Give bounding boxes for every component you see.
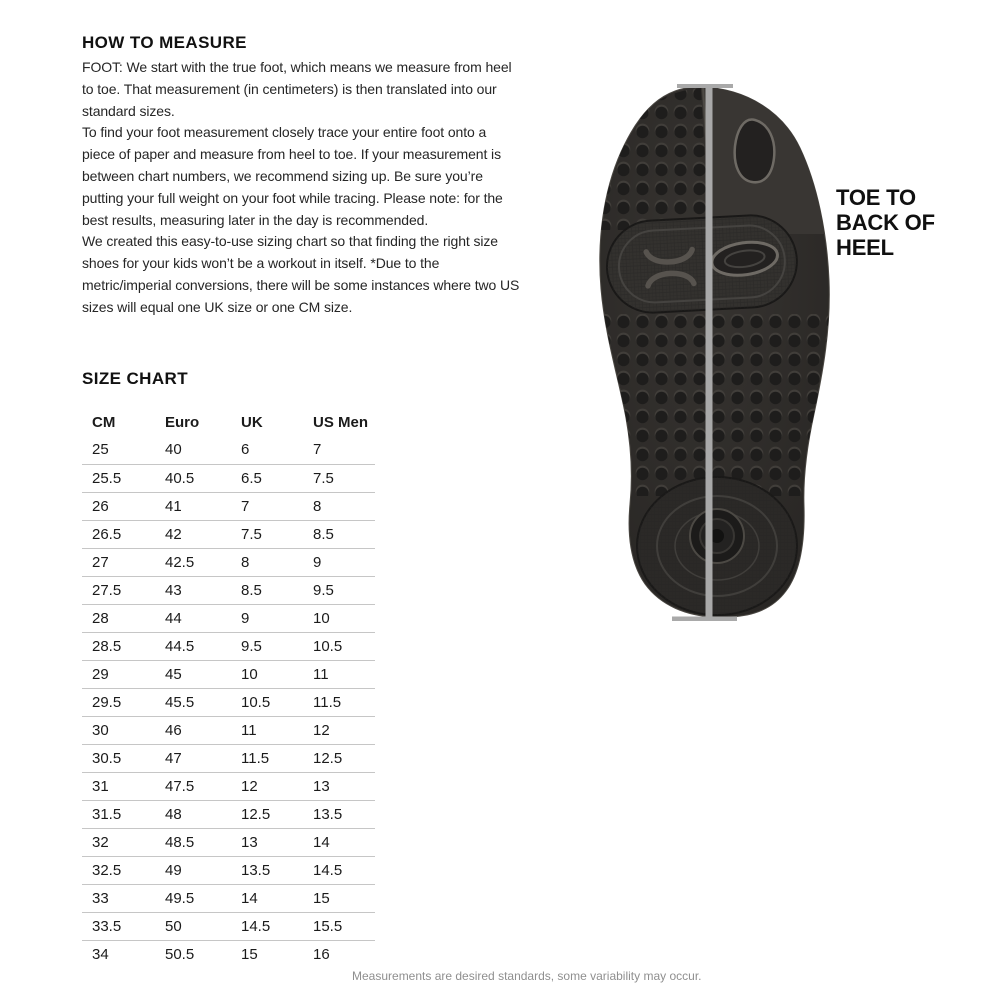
table-row (82, 912, 375, 940)
table-cell: 16 (313, 945, 330, 963)
table-header-row (82, 408, 375, 436)
table-cell: 31.5 (92, 805, 122, 823)
table-cell: 14 (241, 889, 258, 907)
table-cell: 32 (92, 833, 109, 851)
table-row (82, 856, 375, 884)
table-cell: 14.5 (241, 917, 271, 935)
how-to-measure-title: HOW TO MEASURE (82, 33, 247, 53)
table-cell: 12 (241, 777, 258, 795)
table-row (82, 716, 375, 744)
table-row (82, 688, 375, 716)
table-cell: 8.5 (241, 581, 262, 599)
table-cell: 15.5 (313, 917, 343, 935)
table-row (82, 940, 375, 968)
table-cell: 10.5 (313, 637, 343, 655)
table-cell: 11 (313, 665, 329, 683)
table-cell: 25.5 (92, 469, 122, 487)
toe-to-heel-label-line: BACK OF (836, 210, 935, 235)
table-cell: 12.5 (241, 805, 271, 823)
column-header-euro: Euro (165, 413, 200, 431)
table-row (82, 744, 375, 772)
table-row (82, 464, 375, 492)
table-cell: 42 (165, 525, 182, 543)
table-cell: 26.5 (92, 525, 122, 543)
table-cell: 28 (92, 609, 109, 627)
table-cell: 27.5 (92, 581, 122, 599)
table-row (82, 520, 375, 548)
table-cell: 42.5 (165, 553, 195, 571)
table-cell: 6 (241, 441, 250, 459)
table-row (82, 800, 375, 828)
table-row (82, 828, 375, 856)
table-cell: 8.5 (313, 525, 334, 543)
table-cell: 8 (313, 497, 322, 515)
table-cell: 12 (313, 721, 330, 739)
table-cell: 49 (165, 861, 182, 879)
table-row (82, 576, 375, 604)
table-cell: 7.5 (241, 525, 262, 543)
heel-pod (637, 477, 797, 615)
table-cell: 12.5 (313, 749, 343, 767)
table-cell: 8 (241, 553, 250, 571)
table-cell: 14.5 (313, 861, 343, 879)
table-cell: 9 (241, 609, 250, 627)
table-cell: 40 (165, 441, 182, 459)
table-cell: 29.5 (92, 693, 122, 711)
table-cell: 26 (92, 497, 109, 515)
table-cell: 25 (92, 441, 109, 459)
table-cell: 45 (165, 665, 182, 683)
table-cell: 13.5 (313, 805, 343, 823)
table-cell: 40.5 (165, 469, 195, 487)
table-cell: 44.5 (165, 637, 195, 655)
table-cell: 10.5 (241, 693, 271, 711)
paragraph-foot: FOOT: We start with the true foot, which means we measure from heel to toe. That measurement (in centimeters) is then translated into our standard sizes. (82, 59, 512, 119)
paragraph-chart-note: We created this easy-to-use sizing chart so that finding the right size shoes for your kids won’t be a workout in itself. *Due to the metric/imperial conversions, there will be some instances where two US sizes will equal one UK size or one CM size. (82, 233, 520, 315)
size-chart-table (82, 408, 375, 968)
column-header-uk: UK (241, 413, 263, 431)
table-cell: 33.5 (92, 917, 122, 935)
table-cell: 33 (92, 889, 109, 907)
toe-dots-texture (601, 88, 709, 230)
table-cell: 32.5 (92, 861, 122, 879)
table-row (82, 632, 375, 660)
table-cell: 14 (313, 833, 330, 851)
table-cell: 43 (165, 581, 182, 599)
column-header-cm: CM (92, 413, 116, 431)
table-cell: 15 (241, 945, 258, 963)
table-cell: 13 (241, 833, 258, 851)
measurement-line-bar (706, 84, 713, 621)
toe-vent-cutout (735, 120, 775, 183)
table-cell: 7 (241, 497, 250, 515)
measurement-line-top-cap (677, 84, 733, 88)
table-cell: 13.5 (241, 861, 271, 879)
measurement-line-bottom-cap (672, 617, 737, 622)
table-cell: 13 (313, 777, 330, 795)
column-header-us-men: US Men (313, 413, 369, 431)
table-cell: 9.5 (241, 637, 262, 655)
table-cell: 9.5 (313, 581, 334, 599)
size-table-body (82, 436, 375, 968)
table-cell: 50 (165, 917, 182, 935)
shoe-outsole-illustration (595, 84, 835, 621)
toe-to-heel-label-line: HEEL (836, 235, 894, 260)
table-row (82, 660, 375, 688)
table-cell: 11.5 (241, 749, 270, 767)
toe-to-heel-label (836, 185, 935, 260)
shoe-outsole-figure (595, 84, 835, 621)
table-cell: 47 (165, 749, 182, 767)
table-cell: 9 (313, 553, 322, 571)
table-cell: 48.5 (165, 833, 195, 851)
size-chart-title: SIZE CHART (82, 369, 188, 389)
table-cell: 11 (241, 721, 257, 739)
table-cell: 10 (313, 609, 330, 627)
table-cell: 45.5 (165, 693, 195, 711)
table-cell: 11.5 (313, 693, 342, 711)
table-cell: 6.5 (241, 469, 262, 487)
table-cell: 48 (165, 805, 182, 823)
table-cell: 49.5 (165, 889, 195, 907)
table-cell: 7.5 (313, 469, 334, 487)
table-cell: 10 (241, 665, 258, 683)
table-cell: 47.5 (165, 777, 195, 795)
table-cell: 15 (313, 889, 330, 907)
midfoot-dots-texture (599, 314, 831, 496)
table-row (82, 548, 375, 576)
table-cell: 34 (92, 945, 109, 963)
table-cell: 46 (165, 721, 182, 739)
table-cell: 27 (92, 553, 109, 571)
table-cell: 29 (92, 665, 109, 683)
table-cell: 7 (313, 441, 322, 459)
table-cell: 30 (92, 721, 109, 739)
table-row (82, 884, 375, 912)
table-row (82, 436, 375, 464)
table-cell: 30.5 (92, 749, 122, 767)
center-pod (605, 213, 800, 315)
table-cell: 41 (165, 497, 182, 515)
paragraph-trace: To find your foot measurement closely trace your entire foot onto a piece of paper and measure from heel to toe. If your measurement is between chart numbers, we recommend sizing up. Be sure you’re putting your full weight on your foot while tracing. Please note: for the best results, measuring later in the day is recommended. (82, 124, 503, 228)
table-row (82, 772, 375, 800)
table-row (82, 492, 375, 520)
measurement-disclaimer: Measurements are desired standards, some variability may occur. (352, 969, 702, 983)
table-cell: 50.5 (165, 945, 195, 963)
how-to-measure-text (82, 57, 520, 319)
table-cell: 31 (92, 777, 109, 795)
table-row (82, 604, 375, 632)
table-cell: 28.5 (92, 637, 122, 655)
toe-to-heel-label-line: TOE TO (836, 185, 916, 210)
table-cell: 44 (165, 609, 182, 627)
